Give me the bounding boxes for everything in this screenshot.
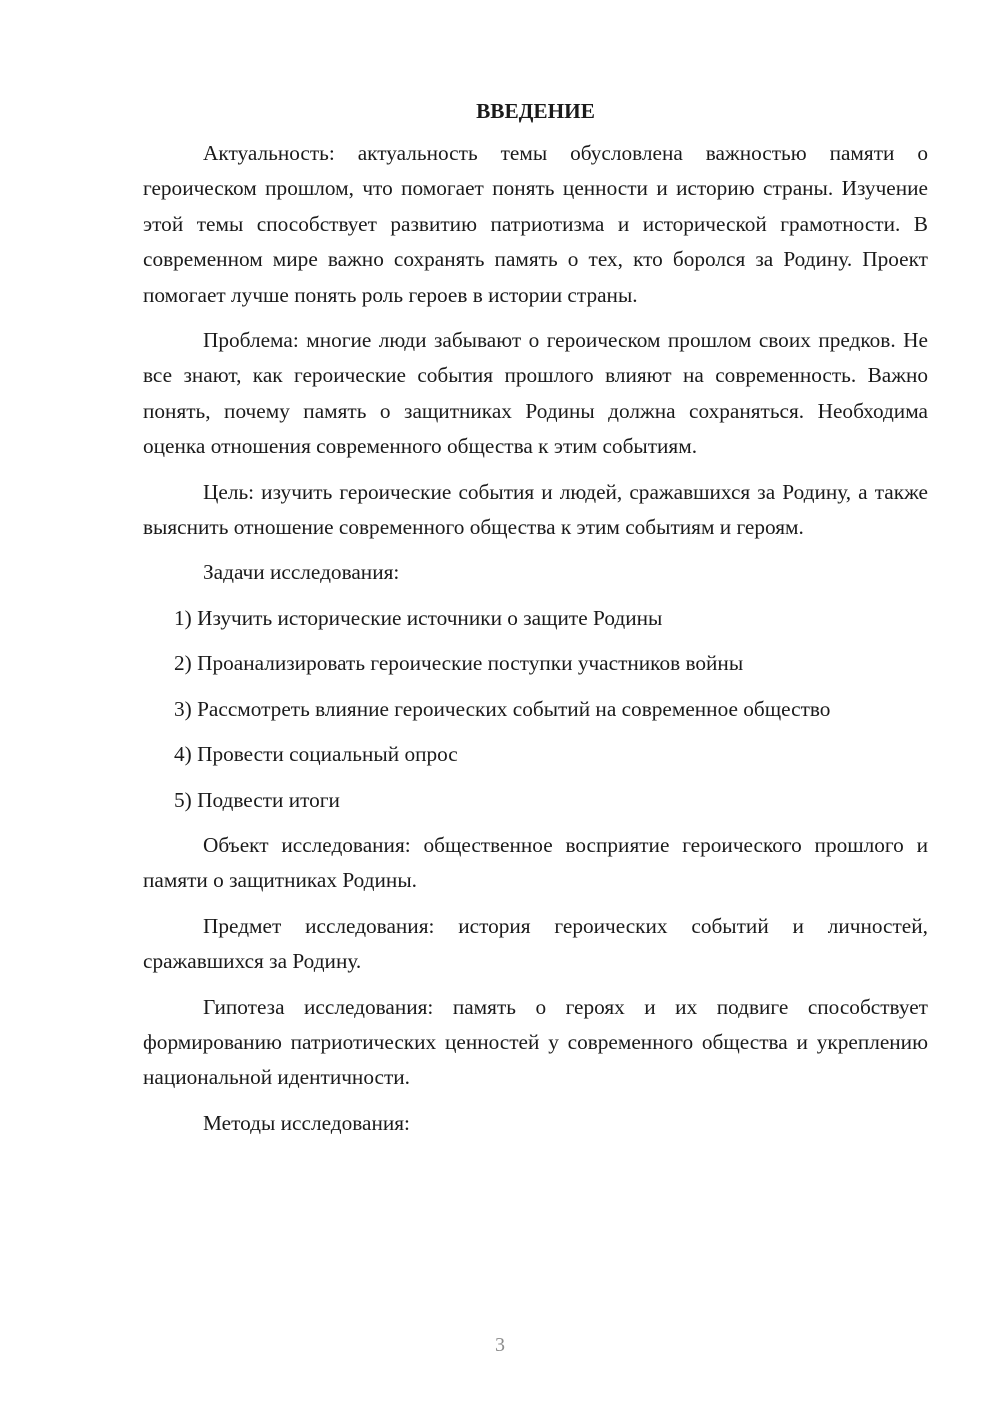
task-item-1: 1) Изучить исторические источники о защите Родины — [174, 605, 663, 630]
task-item-4: 4) Провести социальный опрос — [174, 742, 458, 767]
goal-paragraph: Цель: изучить героические события и людей, сражавшихся за Родину, а также выяснить отношение современного общества к этим событиям и героям. — [143, 479, 928, 540]
subject-paragraph: Предмет исследования: история героических событий и личностей, сражавшихся за Родину. — [143, 913, 928, 974]
task-item-2: 2) Проанализировать героические поступки участников войны — [174, 651, 744, 676]
section-heading: ВВЕДЕНИЕ — [476, 99, 595, 123]
object-paragraph: Объект исследования: общественное восприятие героического прошлого и памяти о защитниках Родины. — [143, 832, 928, 893]
task-item-3: 3) Рассмотреть влияние героических событий на современное общество — [174, 696, 831, 721]
task-item-5: 5) Подвести итоги — [174, 787, 340, 812]
tasks-list — [143, 601, 928, 818]
relevance-paragraph: Актуальность: актуальность темы обусловлена важностью памяти о героическом прошлом, что помогает понять ценности и историю страны. Изучение этой темы способствует развитию патриотизма и исторической грамотности. В современном мире важно сохранять память о тех, кто боролся за Родину. Проект помогает лучше понять роль героев в истории страны. — [143, 141, 928, 307]
hypothesis-paragraph: Гипотеза исследования: память о героях и их подвиге способствует формированию патриотических ценностей у современного общества и укреплению национальной идентичности. — [143, 994, 928, 1090]
problem-paragraph: Проблема: многие люди забывают о героическом прошлом своих предков. Не все знают, как героические события прошлого влияют на современность. Важно понять, почему память о защитниках Родины должна сохраняться. Необходима оценка отношения современного общества к этим событиям. — [143, 328, 928, 459]
document-body — [143, 96, 928, 1151]
tasks-heading: Задачи исследования: — [203, 560, 400, 585]
methods-heading: Методы исследования: — [203, 1110, 410, 1135]
page-number: 3 — [495, 1334, 505, 1356]
